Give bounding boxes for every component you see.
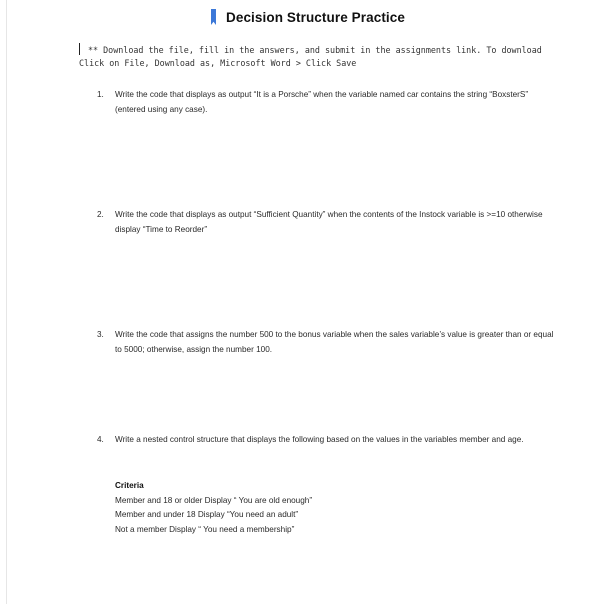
title-row [0, 9, 616, 25]
document-title: Decision Structure Practice [225, 9, 406, 25]
question-number: 2. [97, 210, 104, 219]
question-text: Write the code that displays as output “It is a Porsche” when the variable named car contains the string “BoxsterS” (entered using any case). [115, 90, 529, 114]
text-cursor [79, 43, 80, 55]
question-text: Write the code that assigns the number 500 to the bonus variable when the sales variable’s value is greater than or equal to 5000; otherwise, assign the number 100. [115, 330, 554, 354]
criteria-line: Not a member Display “ You need a membership” [115, 524, 295, 534]
criteria-heading: Criteria [115, 481, 144, 490]
page-margin-line [6, 0, 7, 604]
instructions-text: ** Download the file, fill in the answers, and submit in the assignments link. To download Click on File, Download as, Microsoft Word > Click Save [79, 45, 542, 68]
question-number: 3. [97, 330, 104, 339]
question-4[interactable] [97, 433, 557, 448]
question-1[interactable] [97, 88, 557, 117]
criteria-line: Member and 18 or older Display “ You are old enough” [115, 495, 313, 505]
bookmark-icon [211, 9, 216, 25]
criteria-block[interactable] [115, 479, 312, 537]
question-text: Write the code that displays as output “Sufficient Quantity” when the contents of the Instock variable is >=10 otherwise display “Time to Reorder” [115, 210, 543, 234]
criteria-line: Member and under 18 Display “You need an adult” [115, 510, 299, 519]
question-number: 1. [97, 90, 104, 99]
question-text: Write a nested control structure that displays the following based on the values in the variables member and age. [115, 435, 524, 444]
instructions-paragraph[interactable] [79, 43, 549, 69]
question-number: 4. [97, 435, 104, 444]
question-3[interactable] [97, 328, 557, 357]
question-2[interactable] [97, 208, 557, 237]
